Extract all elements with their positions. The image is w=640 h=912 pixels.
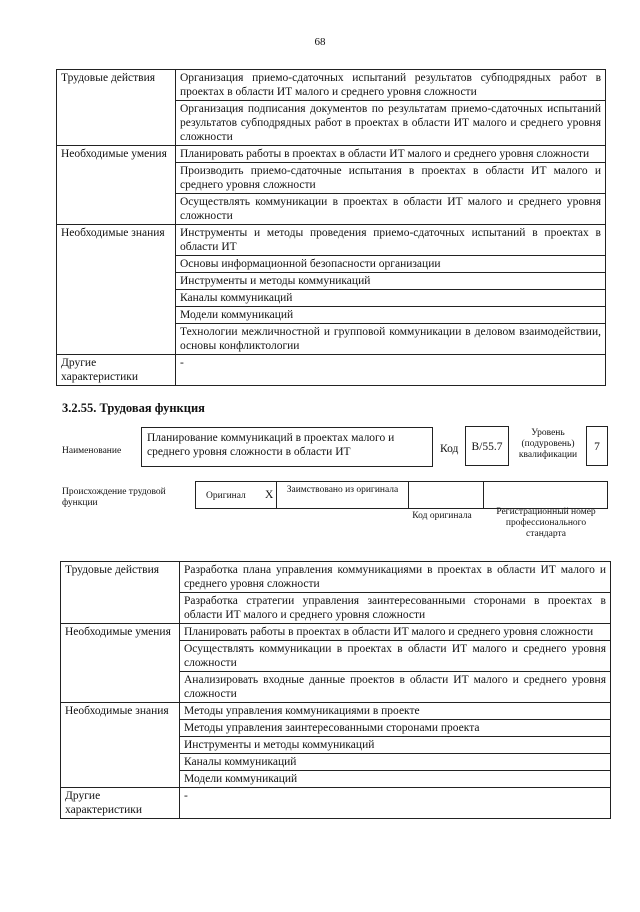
table-cell: Разработка стратегии управления заинтересованными сторонами в проектах в области ИТ малого и среднего уровня сложности [180, 593, 611, 624]
name-label: Наименование [62, 446, 122, 456]
function-name-box [141, 427, 433, 467]
row-label: Необходимые умения [61, 624, 180, 703]
borrowed-label: Заимствовано из оригинала [286, 485, 399, 495]
original-mark: X [265, 489, 274, 501]
table-cell: Планировать работы в проектах в области ИТ малого и среднего уровня сложности [176, 146, 606, 163]
table-cell: Организация подписания документов по результатам приемо-сдаточных испытаний результатов субподрядных работ в проектах в области ИТ малого и среднего уровня сложности [176, 101, 606, 146]
table-cell: Осуществлять коммуникации в проектах в области ИТ малого и среднего уровня сложности [180, 641, 611, 672]
level-value: 7 [594, 441, 600, 453]
reg-number-cell [483, 481, 608, 509]
table-cell: Планировать работы в проектах в области ИТ малого и среднего уровня сложности [180, 624, 611, 641]
borrowed-cell [276, 481, 409, 509]
row-label: Необходимые знания [61, 703, 180, 788]
table-row [57, 146, 606, 163]
code-box [465, 426, 509, 466]
table-row [61, 703, 611, 720]
table-row [57, 225, 606, 256]
table-cell: Разработка плана управления коммуникациями в проектах в области ИТ малого и среднего уровня сложности [180, 562, 611, 593]
level-label: Уровень (подуровень) квалификации [518, 428, 578, 460]
table-cell: Осуществлять коммуникации в проектах в области ИТ малого и среднего уровня сложности [176, 194, 606, 225]
table-cell: - [176, 355, 606, 386]
table-row [57, 355, 606, 386]
table-cell: Основы информационной безопасности организации [176, 256, 606, 273]
row-label: Трудовые действия [57, 70, 176, 146]
code-value: B/55.7 [471, 441, 503, 453]
labor-function-table-2 [60, 561, 611, 819]
table-cell: Методы управления коммуникациями в проекте [180, 703, 611, 720]
row-label: Трудовые действия [61, 562, 180, 624]
table-cell: Технологии межличностной и групповой коммуникации в деловом взаимодействии, основы конфликтологии [176, 324, 606, 355]
table-cell: Анализировать входные данные проектов в области ИТ малого и среднего уровня сложности [180, 672, 611, 703]
code-caption: Код оригинала [412, 511, 472, 521]
reg-caption: Регистрационный номер профессионального стандарта [496, 507, 596, 539]
row-label: Необходимые знания [57, 225, 176, 355]
table-row [61, 624, 611, 641]
labor-function-table-1 [56, 69, 606, 386]
table-cell: Модели коммуникаций [176, 307, 606, 324]
table-cell: Инструменты и методы коммуникаций [180, 737, 611, 754]
table-row [61, 562, 611, 593]
table-cell: Инструменты и методы проведения приемо-сдаточных испытаний в проектах в области ИТ [176, 225, 606, 256]
table-cell: Производить приемо-сдаточные испытания в проектах в области ИТ малого и среднего уровня сложности [176, 163, 606, 194]
table-row [57, 70, 606, 101]
table-row [61, 788, 611, 819]
table-cell: Модели коммуникаций [180, 771, 611, 788]
row-label: Другие характеристики [61, 788, 180, 819]
table-cell: Каналы коммуникаций [180, 754, 611, 771]
original-code-cell [408, 481, 484, 509]
table-cell: - [180, 788, 611, 819]
row-label: Необходимые умения [57, 146, 176, 225]
row-label: Другие характеристики [57, 355, 176, 386]
table-cell: Методы управления заинтересованными сторонами проекта [180, 720, 611, 737]
original-label: Оригинал [206, 491, 246, 501]
origin-label: Происхождение трудовой функции [62, 487, 166, 508]
function-name-value: Планирование коммуникаций в проектах малого и среднего уровня сложности в области ИТ [147, 432, 395, 458]
page-number: 68 [314, 36, 326, 48]
level-box [586, 426, 608, 466]
table-cell: Каналы коммуникаций [176, 290, 606, 307]
table-cell: Инструменты и методы коммуникаций [176, 273, 606, 290]
table-cell: Организация приемо-сдаточных испытаний результатов субподрядных работ в проектах в области ИТ малого и среднего уровня сложности [176, 70, 606, 101]
section-heading: 3.2.55. Трудовая функция [62, 401, 205, 415]
original-cell [195, 481, 277, 509]
code-label: Код [440, 443, 459, 455]
